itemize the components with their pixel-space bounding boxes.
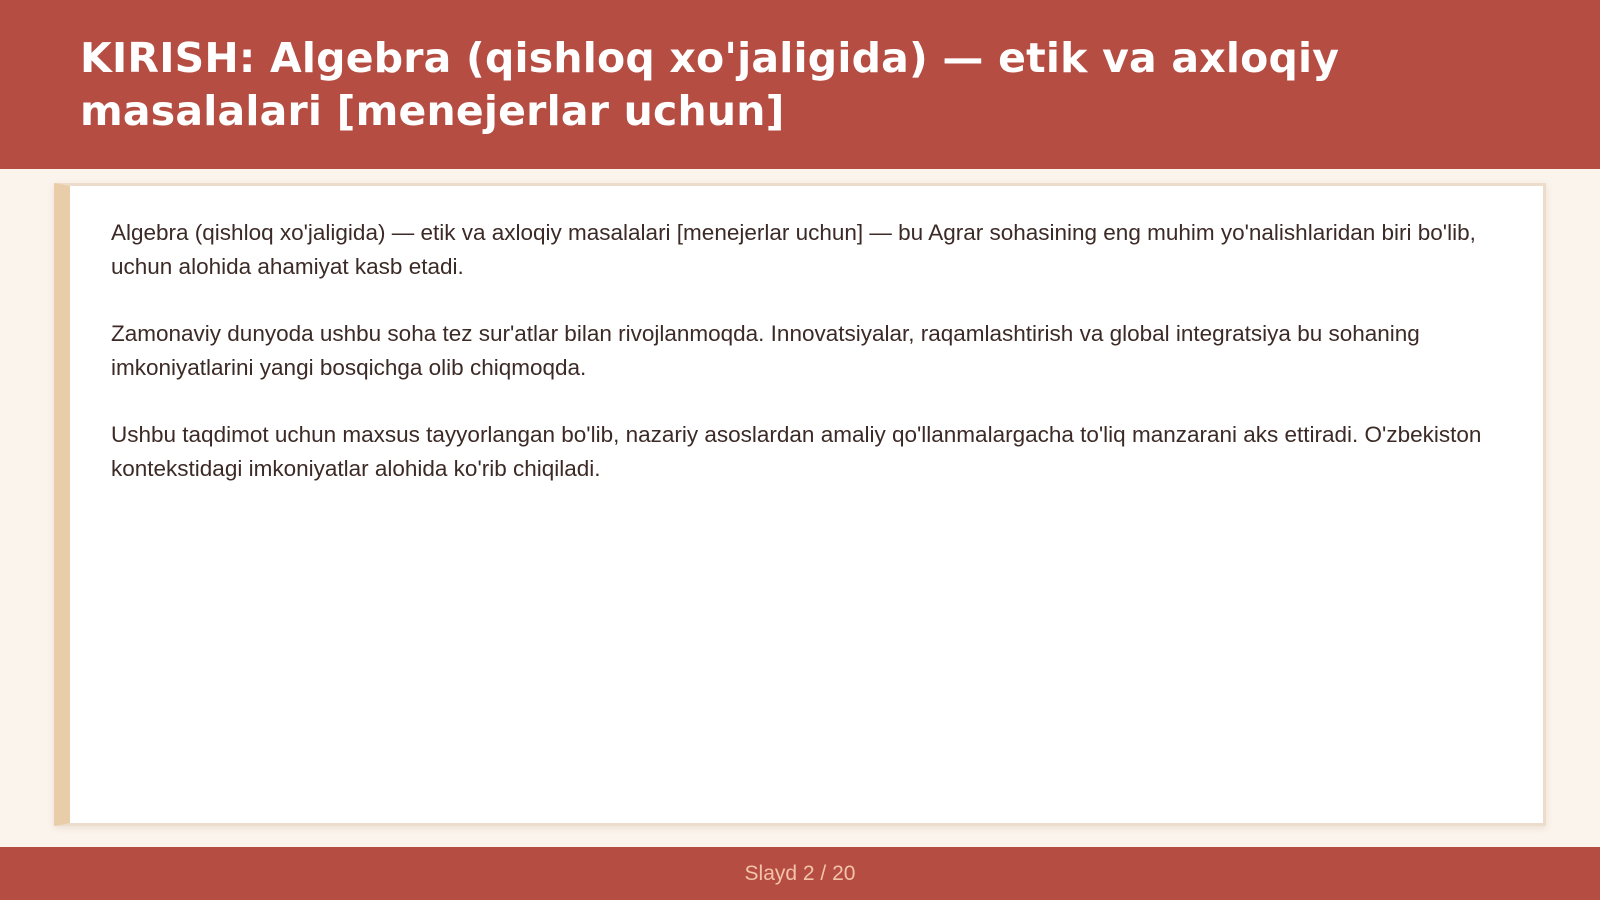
slide-number: Slayd 2 / 20	[744, 862, 856, 885]
slide-header	[0, 0, 1600, 169]
paragraph-intro: Algebra (qishloq xo'jaligida) — etik va axloqiy masalalari [menejerlar uchun] — bu Agrar sohasining eng muhim yo'nalishlaridan biri bo'lib, uchun alohida ahamiyat kasb etadi.	[111, 220, 1476, 279]
content-card	[54, 183, 1546, 826]
content-body	[70, 186, 1543, 486]
paragraph-modern-world: Zamonaviy dunyoda ushbu soha tez sur'atlar bilan rivojlanmoqda. Innovatsiyalar, raqamlashtirish va global integratsiya bu sohaning imkoniyatlarini yangi bosqichga olib chiqmoqda.	[111, 321, 1420, 380]
paragraph-presentation: Ushbu taqdimot uchun maxsus tayyorlangan bo'lib, nazariy asoslardan amaliy qo'llanmalargacha to'liq manzarani aks ettiradi. O'zbekiston kontekstidagi imkoniyatlar alohida ko'rib chiqiladi.	[111, 422, 1482, 481]
slide-title: KIRISH: Algebra (qishloq xo'jaligida) — etik va axloqiy masalalari [menejerlar uchun]	[80, 34, 1340, 135]
slide-footer	[0, 847, 1600, 900]
